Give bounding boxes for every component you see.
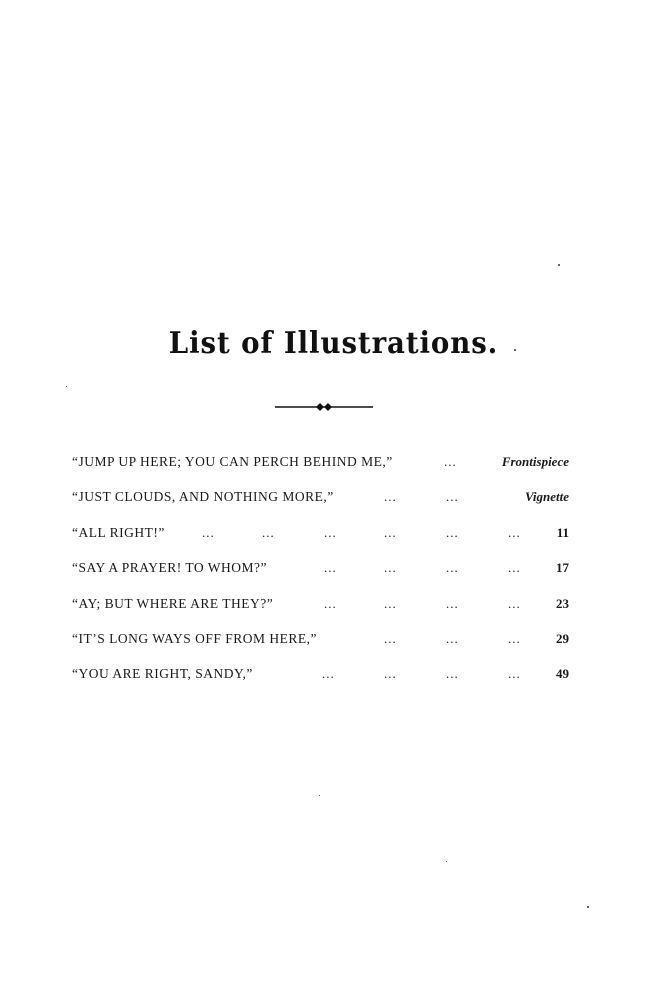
leader-dots: ... [446,595,459,611]
entry-caption: “JUST CLOUDS, AND NOTHING MORE,” [72,489,334,505]
leader-dots: ... [446,560,459,576]
leader-dots: ... [508,560,521,576]
page-title: List of Illustrations. [168,326,499,361]
leader-dots: ... [322,666,335,682]
leader-dots: ... [508,666,521,682]
paper-speck [558,264,560,266]
divider-ornament-icon [275,400,373,414]
leader-dots: ... [384,666,397,682]
leader-dots: ... [384,595,397,611]
leader-dots: ... [446,666,459,682]
entry-page: Frontispiece [501,454,569,469]
list-item [72,664,572,699]
entry-page: 29 [556,630,569,646]
leader-dots: ... [508,524,521,540]
leader-dots: ... [446,524,459,540]
paper-speck [514,349,516,351]
leader-dots: ... [262,524,275,540]
leader-dots: ... [508,595,521,611]
leader-dots: ... [444,454,457,469]
leader-dots: ... [446,489,459,505]
leader-dots: ... [324,524,337,540]
entry-caption: “ALL RIGHT!” [72,524,165,540]
paper-speck [319,795,320,796]
paper-speck [446,861,447,862]
entry-page: 11 [556,524,569,540]
illustrations-list [72,452,572,700]
leader-dots: ... [384,560,397,576]
leader-dots: ... [202,524,215,540]
list-item [72,558,572,593]
list-item [72,487,572,522]
entry-caption: “IT’S LONG WAYS OFF FROM HERE,” [72,630,318,646]
entry-caption: “SAY A PRAYER! TO WHOM?” [72,560,268,576]
entry-caption: “AY; BUT WHERE ARE THEY?” [72,595,274,611]
list-item [72,594,572,629]
list-item [72,629,572,664]
leader-dots: ... [384,524,397,540]
leader-dots: ... [446,630,459,646]
leader-dots: ... [508,630,521,646]
paper-speck [66,386,67,387]
list-item [72,452,572,487]
entry-page: 23 [556,595,569,611]
entry-page: Vignette [524,489,569,505]
entry-page: 17 [556,560,569,576]
entry-caption: “YOU ARE RIGHT, SANDY,” [72,666,253,682]
leader-dots: ... [324,560,337,576]
entry-page: 49 [556,666,569,682]
paper-speck [587,906,589,908]
leader-dots: ... [384,630,397,646]
leader-dots: ... [324,595,337,611]
entry-caption: “JUMP UP HERE; YOU CAN PERCH BEHIND ME,” [72,454,393,469]
leader-dots: ... [384,489,397,505]
list-item [72,523,572,558]
